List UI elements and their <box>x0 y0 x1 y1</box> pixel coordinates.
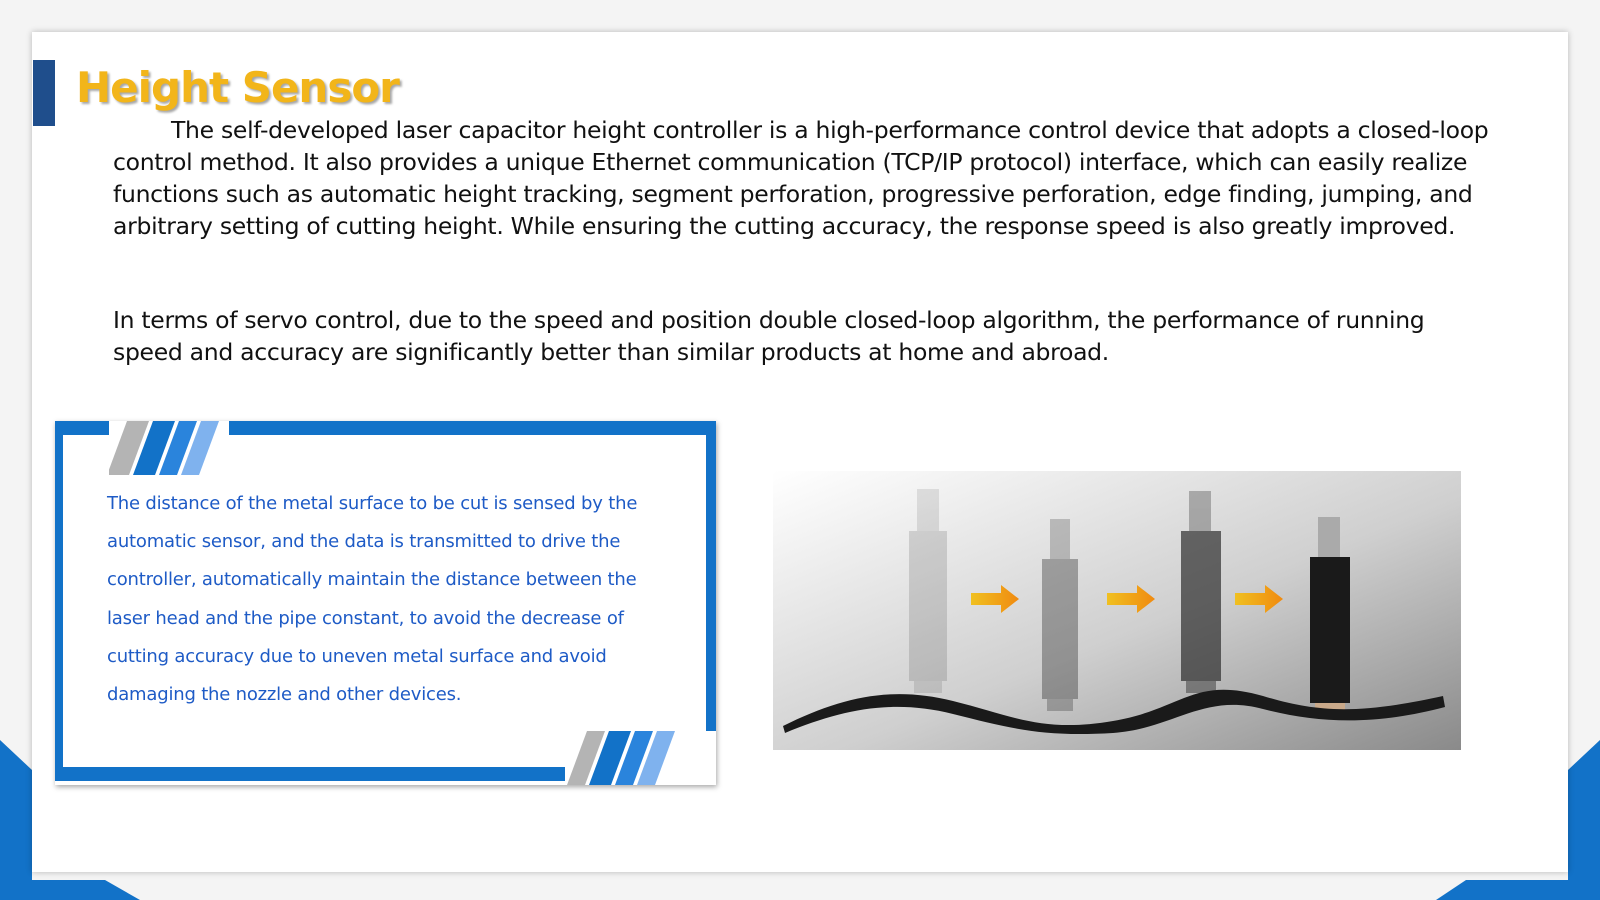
card-border-left <box>55 421 63 772</box>
info-card <box>55 421 716 785</box>
title-accent-bar <box>33 60 55 126</box>
slide <box>32 32 1568 872</box>
diagonal-stripes-icon <box>565 731 716 785</box>
height-sensor-sequence-image <box>773 471 1461 750</box>
servo-paragraph: In terms of servo control, due to the speed and position double closed-loop algorithm, the performance of running speed and accuracy are significantly better than similar products at home and abroad. <box>113 306 1425 366</box>
card-border-right <box>706 421 716 731</box>
diagonal-stripes-icon <box>109 421 229 475</box>
card-description: The distance of the metal surface to be cut is sensed by the automatic sensor, and the data is transmitted to drive the controller, automatically maintain the distance between the laser head and the pipe constant, to avoid the decrease of cutting accuracy due to uneven metal surface and avoid damaging the nozzle and other devices. <box>107 493 638 706</box>
card-border-bottom <box>55 767 567 781</box>
page-title: Height Sensor <box>76 63 399 112</box>
intro-paragraph: The self-developed laser capacitor height controller is a high-performance control device that adopts a closed-loop control method. It also provides a unique Ethernet communication (TCP/IP protocol) interface, which can easily realize functions such as automatic height tracking, segment perforation, progressive perforation, edge finding, jumping, and arbitrary setting of cutting height. While ensuring the cutting accuracy, the response speed is also greatly improved. <box>113 116 1489 240</box>
